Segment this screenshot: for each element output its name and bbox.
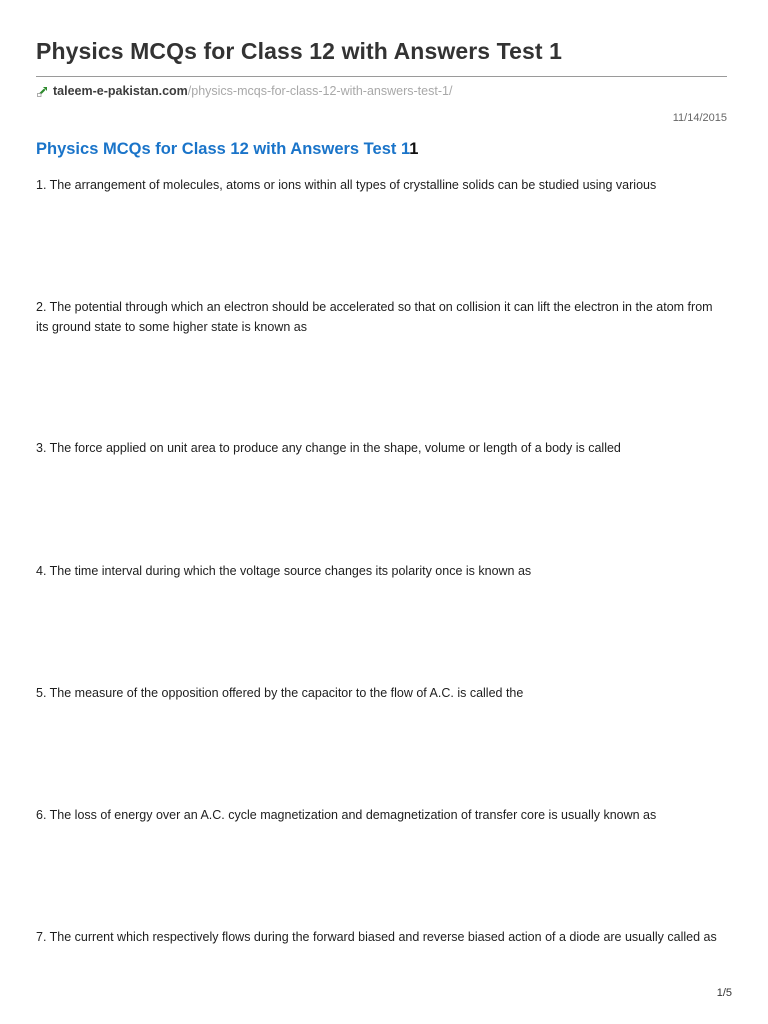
source-domain[interactable]: taleem-e-pakistan.com [53, 84, 188, 98]
question-item: 1. The arrangement of molecules, atoms or ions within all types of crystalline solids can be studied using various [36, 178, 657, 192]
source-url-bar [36, 76, 727, 98]
source-path[interactable]: /physics-mcqs-for-class-12-with-answers-test-1/ [187, 84, 453, 98]
question-item: 7. The current which respectively flows during the forward biased and reverse biased action of a diode are usually called as [36, 930, 717, 944]
publish-date: 11/14/2015 [672, 112, 727, 124]
page-title: Physics MCQs for Class 12 with Answers Test 1 [36, 38, 563, 64]
question-item: 2. The potential through which an electron should be accelerated so that on collision it can lift the electron in the atom from its ground state to some higher state is known as [36, 300, 713, 334]
question-item: 3. The force applied on unit area to produce any change in the shape, volume or length of a body is called [36, 441, 621, 455]
link-icon [36, 84, 50, 98]
question-item: 4. The time interval during which the voltage source changes its polarity once is known as [36, 564, 532, 578]
question-item: 5. The measure of the opposition offered by the capacitor to the flow of A.C. is called the [36, 686, 524, 700]
question-item: 6. The loss of energy over an A.C. cycle magnetization and demagnetization of transfer core is usually known as [36, 808, 657, 822]
article-heading-link[interactable]: Physics MCQs for Class 12 with Answers Test 1 [36, 140, 410, 158]
page-number: 1/5 [716, 987, 732, 999]
article-heading-suffix: 1 [409, 140, 419, 158]
article-heading [36, 140, 418, 159]
